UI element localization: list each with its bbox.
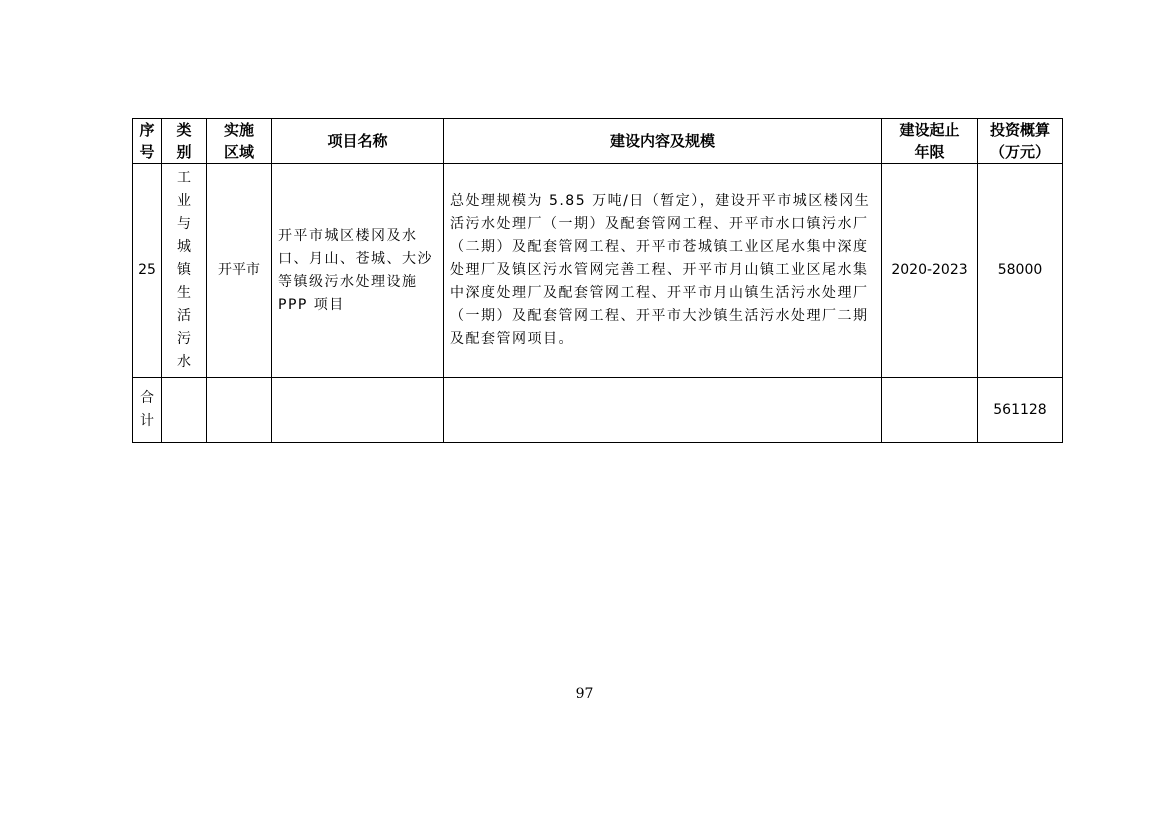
total-empty-name — [272, 378, 444, 443]
cell-category: 工业与城镇生活污水 — [162, 164, 207, 378]
total-empty-period — [882, 378, 978, 443]
total-investment: 561128 — [978, 378, 1063, 443]
project-table — [132, 118, 1063, 443]
table-header-row — [133, 119, 1063, 164]
cell-area: 开平市 — [207, 164, 272, 378]
total-empty-category — [162, 378, 207, 443]
header-content: 建设内容及规模 — [444, 119, 882, 164]
header-period: 建设起止年限 — [882, 119, 978, 164]
header-investment: 投资概算（万元） — [978, 119, 1063, 164]
cell-project-name: 开平市城区楼冈及水口、月山、苍城、大沙等镇级污水处理设施 PPP 项目 — [272, 164, 444, 378]
cell-period: 2020-2023 — [882, 164, 978, 378]
header-index: 序号 — [133, 119, 162, 164]
total-label: 合计 — [133, 378, 162, 443]
cell-index: 25 — [133, 164, 162, 378]
total-empty-area — [207, 378, 272, 443]
table-row — [133, 164, 1063, 378]
cell-investment: 58000 — [978, 164, 1063, 378]
header-area: 实施区域 — [207, 119, 272, 164]
cell-content: 总处理规模为 5.85 万吨/日（暂定），建设开平市城区楼冈生活污水处理厂（一期）及配套管网工程、开平市水口镇污水厂（二期）及配套管网工程、开平市苍城镇工业区尾水集中深度处理厂及镇区污水管网完善工程、开平市月山镇工业区尾水集中深度处理厂及配套管网工程、开平市月山镇生活污水处理厂（一期）及配套管网工程、开平市大沙镇生活污水处理厂二期及配套管网项目。 — [444, 164, 882, 378]
header-category: 类别 — [162, 119, 207, 164]
page-number: 97 — [575, 686, 594, 702]
total-row — [133, 378, 1063, 443]
total-empty-content — [444, 378, 882, 443]
header-name: 项目名称 — [272, 119, 444, 164]
